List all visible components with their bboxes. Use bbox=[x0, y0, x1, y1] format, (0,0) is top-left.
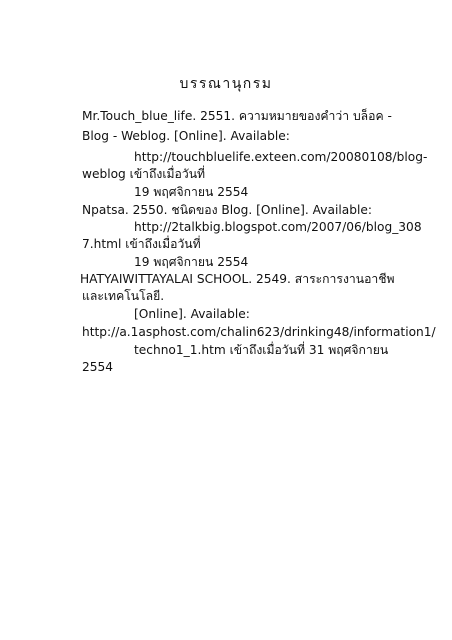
reference-line: และเทคโนโลยี. bbox=[82, 289, 165, 303]
reference-line: 7.html เข้าถึงเมื่อวันที่ bbox=[82, 237, 201, 251]
page-title: บรรณานุกรม bbox=[179, 76, 273, 92]
reference-line: Blog - Weblog. [Online]. Available: bbox=[82, 129, 290, 143]
reference-line: Mr.Touch_blue_life. 2551. ความหมายของคำว่า บล็อค - bbox=[82, 109, 392, 123]
reference-date: 2554 bbox=[82, 360, 114, 374]
reference-date: 19 พฤศจิกายน 2554 bbox=[134, 185, 249, 199]
reference-url: http://2talkbig.blogspot.com/2007/06/blog_308 bbox=[134, 220, 422, 234]
reference-url: http://a.1asphost.com/chalin623/drinking48/information1/ bbox=[82, 325, 436, 339]
reference-date: 19 พฤศจิกายน 2554 bbox=[134, 255, 249, 269]
reference-url: http://touchbluelife.exteen.com/20080108/blog- bbox=[134, 150, 428, 164]
reference-line: Npatsa. 2550. ชนิดของ Blog. [Online]. Available: bbox=[82, 203, 372, 217]
reference-line: techno1_1.htm เข้าถึงเมื่อวันที่ 31 พฤศจิกายน bbox=[134, 343, 389, 357]
reference-line: HATYAIWITTAYALAI SCHOOL. 2549. สาระการงานอาชีพ bbox=[80, 272, 395, 286]
reference-line: [Online]. Available: bbox=[134, 307, 250, 321]
reference-line: weblog เข้าถึงเมื่อวันที่ bbox=[82, 167, 206, 181]
